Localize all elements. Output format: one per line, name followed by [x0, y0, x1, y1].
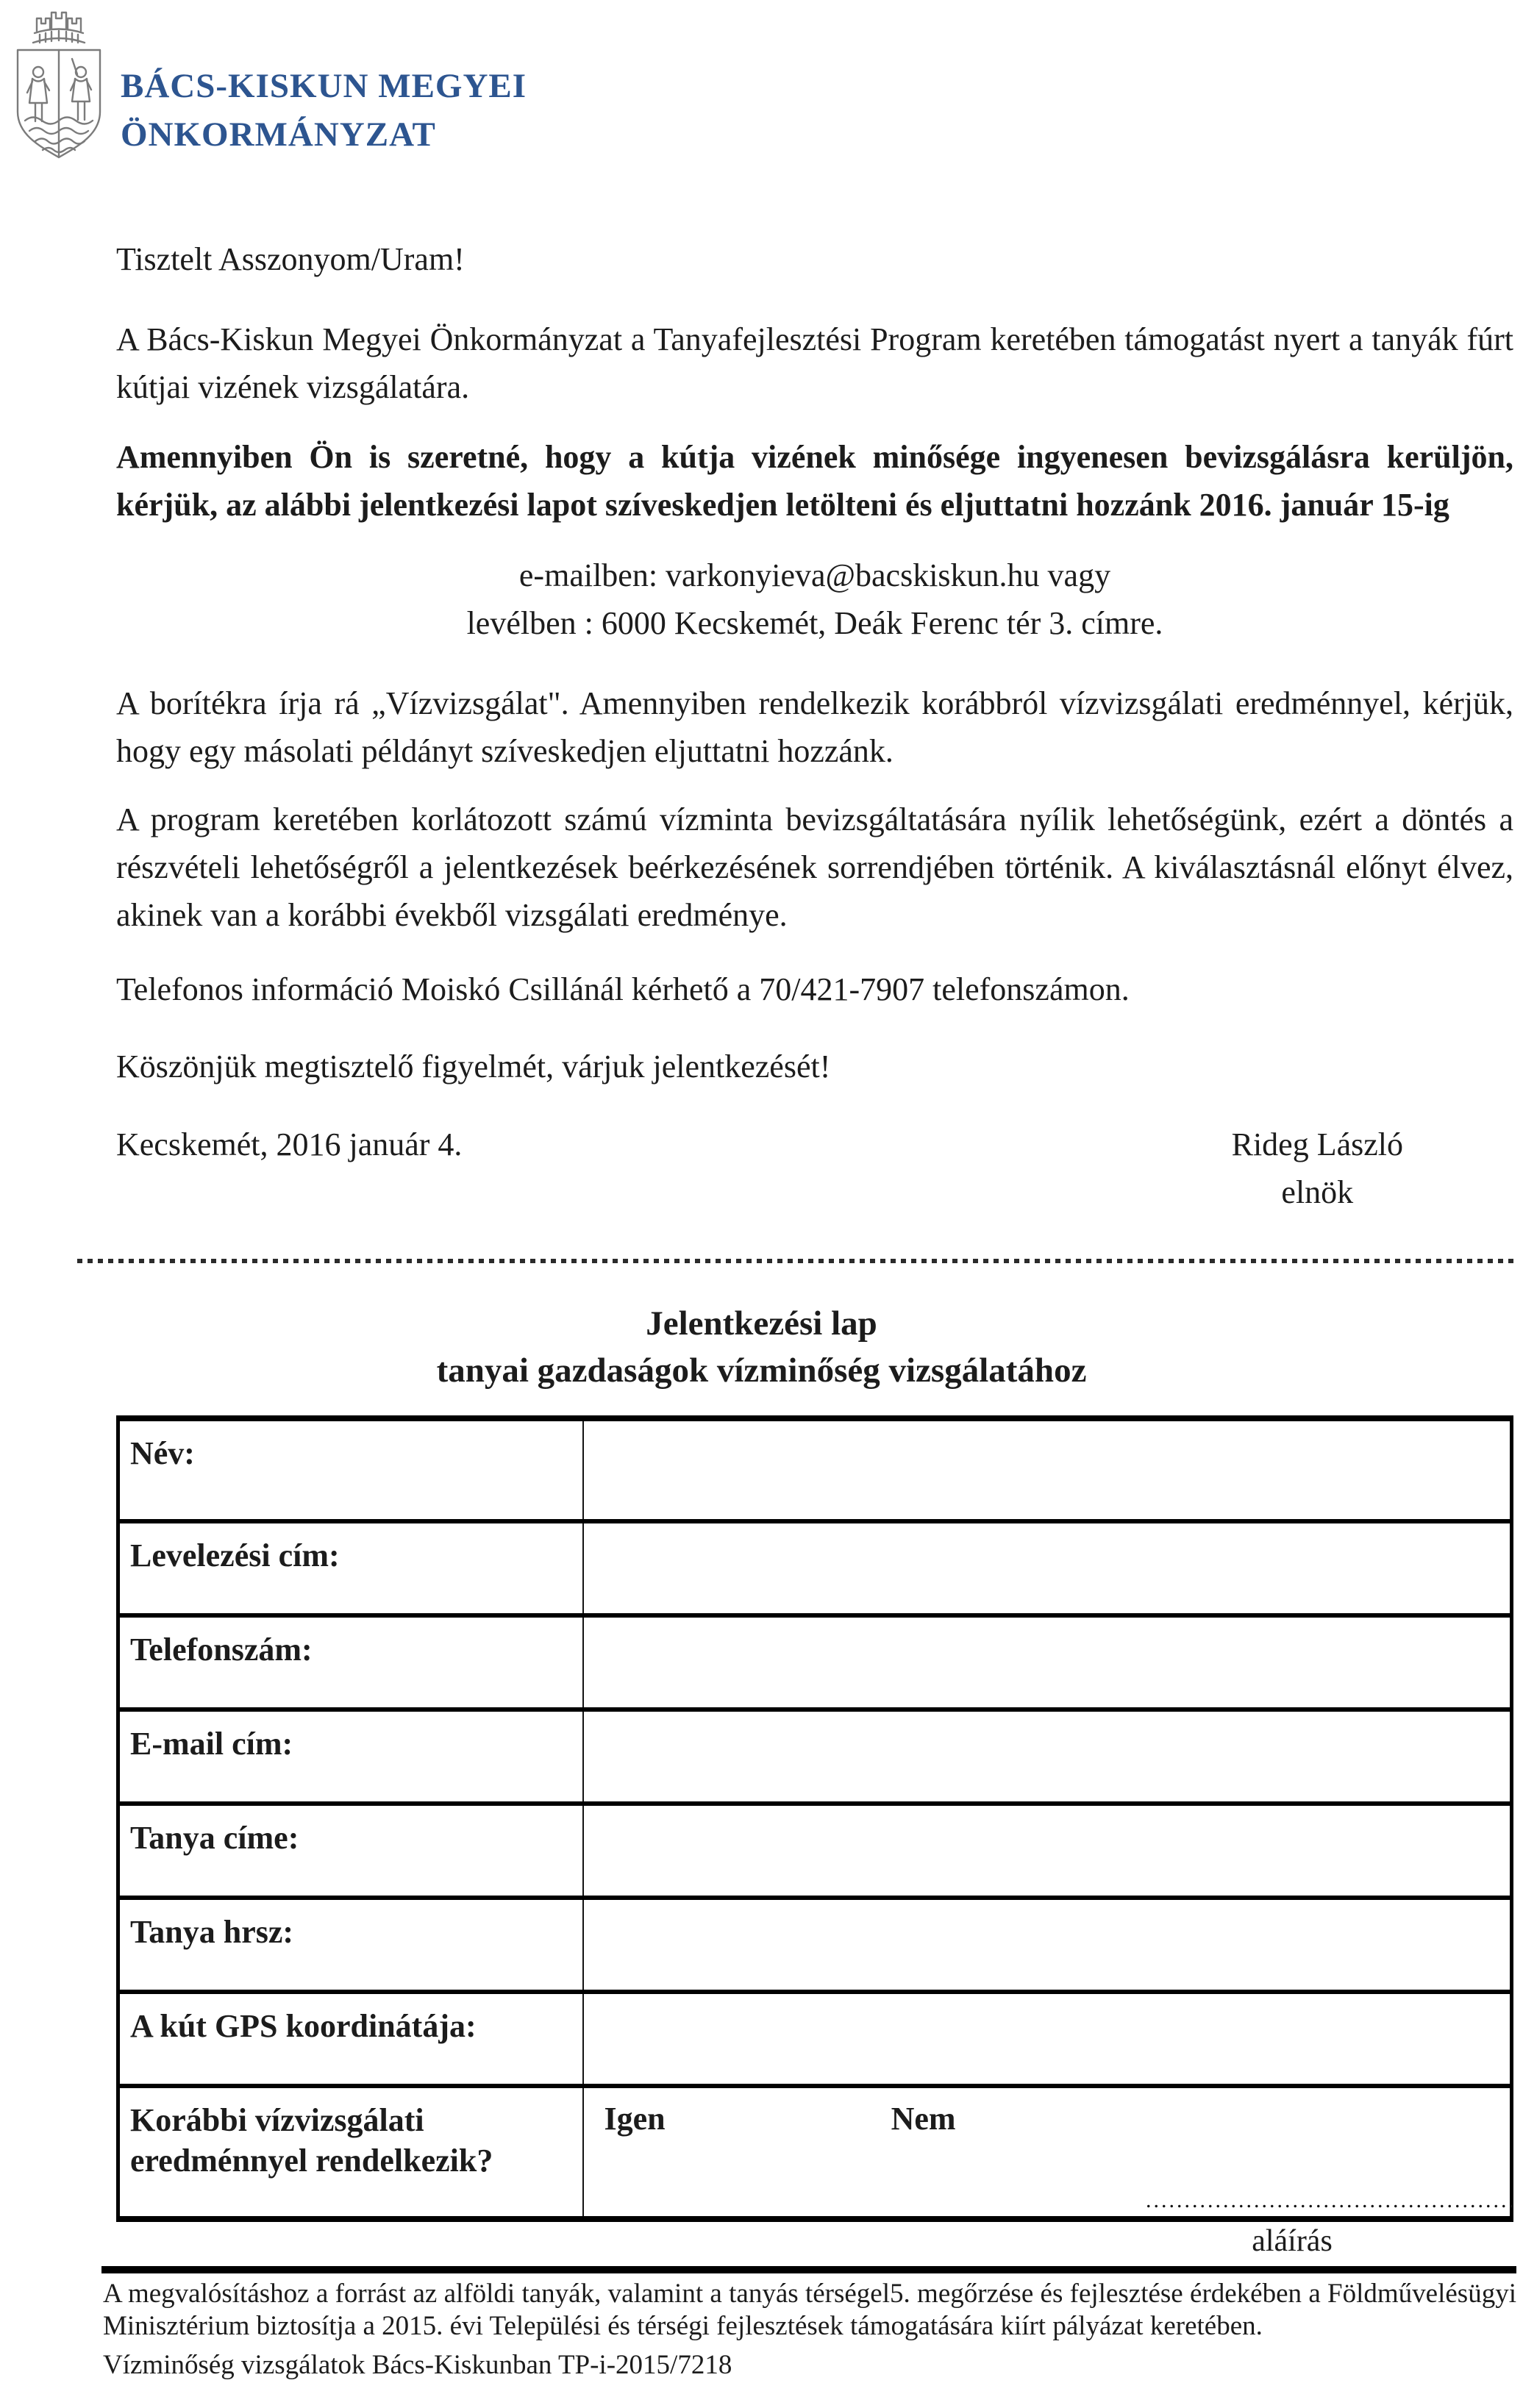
paragraph-thanks: Köszönjük megtisztelő figyelmét, várjuk jelentkezését!	[116, 1048, 831, 1085]
field-label-tanya-hrsz: Tanya hrsz:	[118, 1898, 583, 1992]
field-label-telefonszam: Telefonszám:	[118, 1615, 583, 1709]
form-title: Jelentkezési lap	[646, 1304, 877, 1343]
paragraph-phone-info: Telefonos információ Moiskó Csillánál kérhető a 70/421-7907 telefonszámon.	[116, 971, 1130, 1008]
field-label-gps-koordinata: A kút GPS koordinátája:	[118, 1992, 583, 2086]
footer-project-id: Vízminőség vizsgálatok Bács-Kiskunban TP-i-2015/7218	[103, 2349, 732, 2380]
contact-mail-line: levélben : 6000 Kecskemét, Deák Ferenc tér 3. címre.	[466, 604, 1163, 641]
org-name-line1: BÁCS-KISKUN MEGYEI	[121, 67, 527, 105]
application-form-table	[116, 1415, 1513, 2222]
footer	[103, 2278, 1516, 2382]
paragraph-envelope: A borítékra írja rá „Vízvizsgálat". Amennyiben rendelkezik korábbról vízvizsgálati eredménnyel, kérjük, hogy egy másolati példányt szíveskedjen eljuttatni hozzánk.	[116, 685, 1513, 769]
letter-body	[116, 235, 1513, 1216]
field-label-tanya-cime: Tanya címe:	[118, 1804, 583, 1898]
table-row	[118, 1709, 1512, 1804]
field-value-levelezesi-cim	[583, 1521, 1512, 1615]
signer-name: Rideg László	[1231, 1126, 1403, 1162]
paragraph-invitation: Amennyiben Ön is szeretné, hogy a kútja vizének minősége ingyenesen bevizsgálásra kerüljön, kérjük, az alábbi jelentkezési lapot szíveskedjen letölteni és eljuttatni hozzánk 2016. január 15-ig	[116, 439, 1513, 524]
field-label-nev: Név:	[118, 1418, 583, 1521]
date-line: Kecskemét, 2016 január 4.	[116, 1126, 463, 1162]
org-name	[121, 62, 635, 159]
option-nem: Nem	[891, 2101, 956, 2137]
field-label-email-cim: E-mail cím:	[118, 1709, 583, 1804]
dashed-separator	[77, 1259, 1517, 1263]
field-label-korabbi-eredmeny: Korábbi vízvizsgálati eredménnyel rendelkezik?	[118, 2086, 583, 2219]
paragraph-grant: A Bács-Kiskun Megyei Önkormányzat a Tanyafejlesztési Program keretében támogatást nyert a tanyák fúrt kútjai vizének vizsgálatára.	[116, 321, 1513, 406]
table-row	[118, 1615, 1512, 1709]
signer-block	[1232, 1121, 1403, 1216]
field-value-tanya-cime	[583, 1804, 1512, 1898]
option-igen: Igen	[604, 2101, 666, 2137]
table-row	[118, 1521, 1512, 1615]
footer-rule	[101, 2266, 1516, 2273]
table-row	[118, 1804, 1512, 1898]
contact-block	[116, 551, 1513, 647]
field-value-gps-koordinata	[583, 1992, 1512, 2086]
salutation: Tisztelt Asszonyom/Uram!	[116, 241, 465, 277]
signer-title: elnök	[1281, 1173, 1354, 1210]
signature-dots: ................................................	[1146, 2188, 1516, 2212]
table-row	[118, 1992, 1512, 2086]
field-value-nev	[583, 1418, 1512, 1521]
coat-of-arms-icon	[10, 4, 107, 162]
contact-email-line: e-mailben: varkonyieva@bacskiskun.hu vagy	[518, 557, 1111, 593]
org-name-line2: ÖNKORMÁNYZAT	[121, 115, 436, 154]
field-value-tanya-hrsz	[583, 1898, 1512, 1992]
signature-label: aláírás	[1252, 2224, 1333, 2258]
form-title-block	[0, 1300, 1523, 1394]
date-signer-row	[116, 1121, 1513, 1216]
paragraph-selection: A program keretében korlátozott számú vízminta bevizsgáltatására nyílik lehetőségünk, ezért a döntés a részvételi lehetőségről a jelentkezések beérkezésének sorrendjében történik. A kiválasztásnál előnyt élvez, akinek van a korábbi évekből vizsgálati eredménye.	[116, 801, 1513, 934]
field-value-email-cim	[583, 1709, 1512, 1804]
field-value-telefonszam	[583, 1615, 1512, 1709]
table-row	[118, 1898, 1512, 1992]
footer-funding-note: A megvalósításhoz a forrást az alföldi tanyák, valamint a tanyás térségel5. megőrzése és fejlesztése érdekében a Földművelésügyi Minisztérium biztosítja a 2015. évi Települési és térségi fejlesztések támogatására kiírt pályázat keretében.	[103, 2279, 1516, 2342]
field-label-levelezesi-cim: Levelezési cím:	[118, 1521, 583, 1615]
form-subtitle: tanyai gazdaságok vízminőség vizsgálatához	[436, 1351, 1087, 1390]
signature-block	[1068, 2188, 1516, 2259]
table-row	[118, 1418, 1512, 1521]
